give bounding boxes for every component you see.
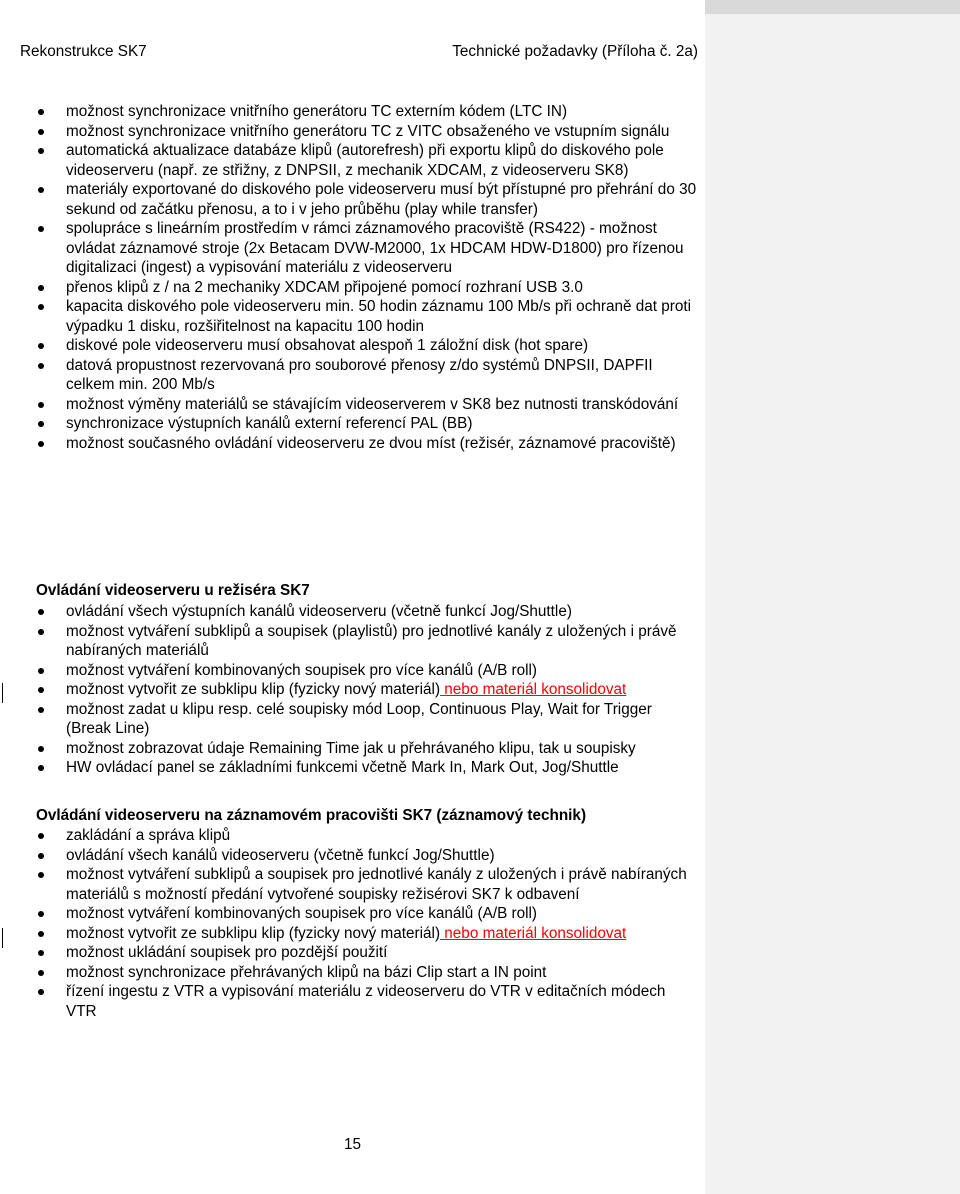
bullet-icon — [38, 950, 44, 956]
list-item: kapacita diskového pole videoserveru min. 50 hodin záznamu 100 Mb/s při ochraně dat proti výpadku 1 disku, rozšiřitelnost na kapacitu 100 hodin — [0, 297, 705, 336]
bullet-icon — [38, 853, 44, 859]
list-item: možnost vytváření kombinovaných soupisek pro více kanálů (A/B roll) — [0, 904, 705, 924]
list-item: HW ovládací panel se základními funkcemi včetně Mark In, Mark Out, Jog/Shuttle — [0, 758, 705, 778]
list-item: možnost současného ovládání videoserveru ze dvou míst (režisér, záznamové pracoviště) — [0, 434, 705, 454]
bullet-icon — [38, 707, 44, 713]
page-number: 15 — [343, 1136, 361, 1153]
list-item: možnost vytváření subklipů a soupisek (playlistů) pro jednotlivé kanály z uložených i právě nabíraných materiálů — [0, 622, 705, 661]
list-item: možnost synchronizace vnitřního generátoru TC z VITC obsaženého ve vstupním signálu — [0, 122, 705, 142]
list-item: automatická aktualizace databáze klipů (autorefresh) při exportu klipů do diskového pole videoserveru (např. ze střižny, z DNPSII, z mechanik XDCAM, z videoserveru SK8) — [0, 141, 705, 180]
change-bar — [2, 683, 3, 703]
list-item: ovládání všech výstupních kanálů videoserveru (včetně funkcí Jog/Shuttle) — [0, 602, 705, 622]
header-right: Technické požadavky (Příloha č. 2a) — [452, 43, 698, 60]
bullet-icon — [38, 989, 44, 995]
bullet-icon — [38, 343, 44, 349]
list-item: možnost ukládání soupisek pro pozdější použití — [0, 943, 705, 963]
recording-control-list — [0, 826, 705, 1021]
bullet-icon — [38, 363, 44, 369]
comment-pane — [705, 0, 960, 1194]
director-control-list — [0, 602, 705, 778]
change-bar — [2, 928, 3, 948]
bullet-icon — [38, 285, 44, 291]
page-header — [20, 42, 698, 62]
bullet-icon — [38, 687, 44, 693]
list-item: řízení ingestu z VTR a vypisování materiálu z videoserveru do VTR v editačních módech VTR — [0, 982, 705, 1021]
requirements-list — [0, 102, 705, 453]
list-item: materiály exportované do diskového pole videoserveru musí být přístupné pro přehrání do 30 sekund od začátku přenosu, a to i v jeho průběhu (play while transfer) — [0, 180, 705, 219]
bullet-icon — [38, 746, 44, 752]
bullet-icon — [38, 402, 44, 408]
bullet-icon — [38, 109, 44, 115]
bullet-icon — [38, 129, 44, 135]
bullet-icon — [38, 304, 44, 310]
section-heading-director: Ovládání videoserveru u režiséra SK7 — [36, 582, 310, 599]
list-item: možnost synchronizace přehrávaných klipů na bázi Clip start a IN point — [0, 963, 705, 983]
bullet-icon — [38, 833, 44, 839]
bullet-icon — [38, 931, 44, 937]
bullet-icon — [38, 970, 44, 976]
list-item: spolupráce s lineárním prostředím v rámci záznamového pracoviště (RS422) - možnost ovládat záznamové stroje (2x Betacam DVW-M2000, 1x HDCAM HDW-D1800) pro řízenou digitalizaci (ingest) a vypisování materiálu z videoserveru — [0, 219, 705, 278]
bullet-icon — [38, 872, 44, 878]
header-left: Rekonstrukce SK7 — [20, 43, 147, 60]
comment-pane-header — [705, 0, 960, 14]
list-item: synchronizace výstupních kanálů externí referencí PAL (BB) — [0, 414, 705, 434]
section-heading-recording: Ovládání videoserveru na záznamovém pracovišti SK7 (záznamový technik) — [36, 807, 587, 824]
list-item: možnost vytvořit ze subklipu klip (fyzicky nový materiál) nebo materiál konsolidovat — [0, 680, 705, 700]
list-item: možnost synchronizace vnitřního generátoru TC externím kódem (LTC IN) — [0, 102, 705, 122]
bullet-icon — [38, 629, 44, 635]
list-item: možnost vytváření kombinovaných soupisek pro více kanálů (A/B roll) — [0, 661, 705, 681]
bullet-icon — [38, 421, 44, 427]
bullet-icon — [38, 765, 44, 771]
bullet-icon — [38, 226, 44, 232]
tracked-insertion: nebo materiál konsolidovat — [440, 681, 627, 698]
list-item: možnost vytvořit ze subklipu klip (fyzicky nový materiál) nebo materiál konsolidovat — [0, 924, 705, 944]
bullet-icon — [38, 911, 44, 917]
list-item: datová propustnost rezervovaná pro souborové přenosy z/do systémů DNPSII, DAPFII celkem min. 200 Mb/s — [0, 356, 705, 395]
list-item: zakládání a správa klipů — [0, 826, 705, 846]
bullet-icon — [38, 668, 44, 674]
bullet-icon — [38, 609, 44, 615]
list-item: možnost zobrazovat údaje Remaining Time jak u přehrávaného klipu, tak u soupisky — [0, 739, 705, 759]
list-item: možnost výměny materiálů se stávajícím videoserverem v SK8 bez nutnosti transkódování — [0, 395, 705, 415]
list-item: možnost vytváření subklipů a soupisek pro jednotlivé kanály z uložených i právě nabíraných materiálů s možností předání vytvořené soupisky režisérovi SK7 k odbavení — [0, 865, 705, 904]
list-item: přenos klipů z / na 2 mechaniky XDCAM připojené pomocí rozhraní USB 3.0 — [0, 278, 705, 298]
list-item: diskové pole videoserveru musí obsahovat alespoň 1 záložní disk (hot spare) — [0, 336, 705, 356]
list-item: možnost zadat u klipu resp. celé soupisky mód Loop, Continuous Play, Wait for Trigger (Break Line) — [0, 700, 705, 739]
tracked-insertion: nebo materiál konsolidovat — [440, 924, 627, 942]
bullet-icon — [38, 148, 44, 154]
bullet-icon — [38, 187, 44, 193]
bullet-icon — [38, 441, 44, 447]
list-item: ovládání všech kanálů videoserveru (včetně funkcí Jog/Shuttle) — [0, 846, 705, 866]
